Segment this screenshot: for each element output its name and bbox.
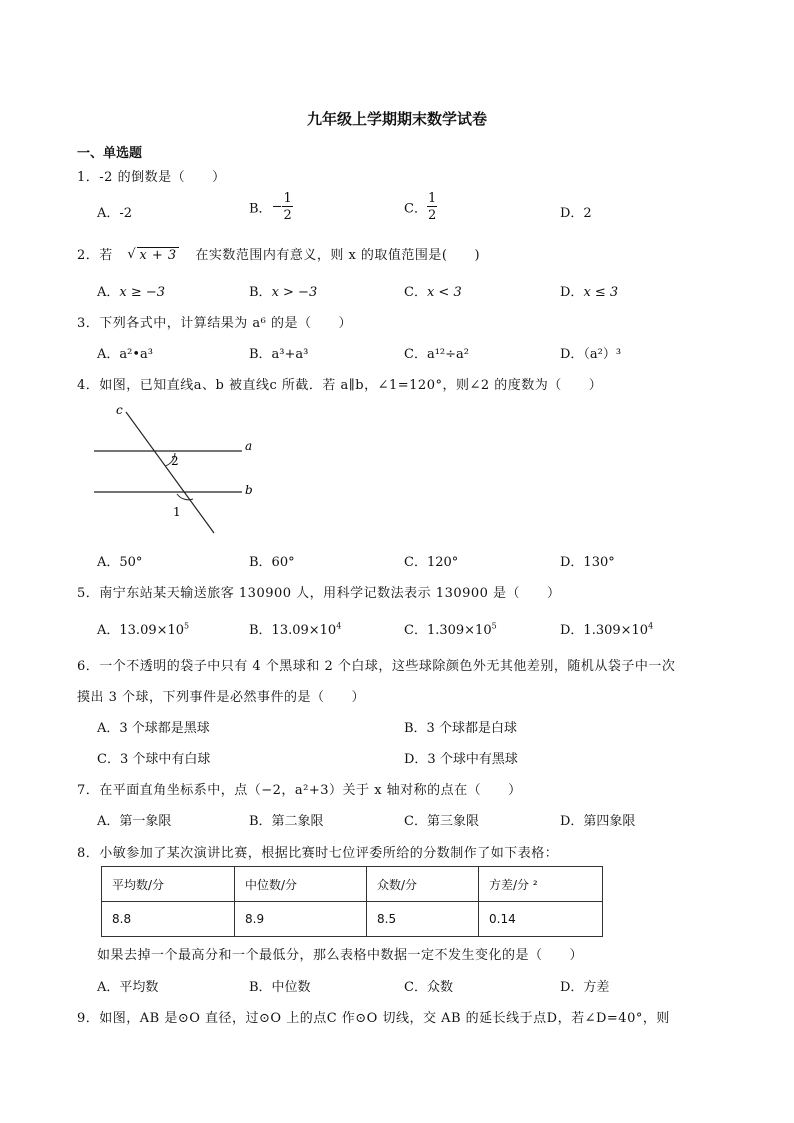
q1-option-c-label: C． (404, 201, 427, 217)
q4-option-b: B．60° (249, 555, 295, 570)
q5-option-d (560, 619, 653, 638)
q2-option-d (560, 281, 618, 300)
question-9-stem: 9．如图，AB 是⊙O 直径，过⊙O 上的点C 作⊙O 切线，交 AB 的延长线于点D，若∠D=40°，则 (77, 1011, 670, 1026)
q5-option-b (249, 619, 341, 638)
q2-option-d-label: D． (560, 285, 584, 300)
q2-option-b (249, 281, 317, 300)
q8-option-d: D．方差 (560, 980, 610, 995)
q2-radical: √ x + 3 (127, 247, 177, 263)
q1-option-b (249, 192, 293, 222)
q6-option-b: B．3 个球都是白球 (404, 721, 517, 736)
label-angle-2: 2 (171, 454, 179, 468)
q2-option-c-math: x < 3 (426, 285, 462, 300)
score-table (101, 866, 603, 937)
label-b: b (245, 483, 253, 497)
q1-b-denominator: 2 (283, 208, 292, 223)
q4-option-c: C．120° (404, 555, 459, 570)
q5-option-c (404, 619, 497, 638)
q2-option-c-label: C． (404, 285, 427, 300)
label-c: c (116, 403, 123, 417)
page-title: 九年级上学期期末数学试卷 (306, 110, 487, 128)
q2-option-b-math: x > −3 (271, 285, 318, 300)
q8-option-a: A．平均数 (97, 980, 159, 995)
q1-option-c (404, 192, 437, 222)
q2-option-a-math: x ≥ −3 (119, 285, 166, 300)
q3-option-d: D．（a²）³ (560, 347, 622, 362)
line-c (126, 412, 214, 533)
q7-option-b: B．第二象限 (249, 814, 324, 829)
q2-option-a (97, 281, 165, 300)
q5-option-a-base: A．13.09×10 (97, 623, 185, 638)
q2-stem-post: 在实数范围内有意义，则 x 的取值范围是( ) (195, 248, 481, 263)
table-cell: 8.8 (102, 902, 235, 937)
q5-option-b-base: B．13.09×10 (249, 623, 337, 638)
q6-option-d: D．3 个球中有黑球 (404, 752, 518, 767)
q1-option-a: A．-2 (97, 206, 133, 221)
q6-option-c: C．3 个球中有白球 (97, 752, 211, 767)
q1-c-numerator: 1 (427, 191, 437, 206)
q2-option-b-label: B． (249, 285, 272, 300)
table-cell: 8.9 (235, 902, 367, 937)
q1-option-d: D．2 (560, 206, 592, 221)
question-4-stem: 4．如图，已知直线a、b 被直线c 所截．若 a∥b，∠1=120°，则∠2 的度数为（ ） (77, 378, 603, 393)
table-header-cell: 方差/分 ² (479, 867, 603, 902)
q2-option-a-label: A． (97, 285, 120, 300)
question-2-stem (77, 244, 480, 263)
q5-option-d-exp: 4 (648, 621, 654, 631)
q2-option-c (404, 281, 462, 300)
table-header-cell: 平均数/分 (102, 867, 235, 902)
question-8-followup: 如果去掉一个最高分和一个最低分，那么表格中数据一定不发生变化的是（ ） (97, 948, 584, 963)
q5-option-c-exp: 5 (491, 621, 497, 631)
label-a: a (245, 439, 253, 453)
label-angle-1: 1 (173, 505, 181, 519)
q5-option-a-exp: 5 (184, 621, 190, 631)
question-3-stem: 3．下列各式中，计算结果为 a⁶ 的是（ ） (77, 316, 352, 331)
q1-c-denominator: 2 (427, 208, 437, 223)
q2-stem-pre: 2．若 (77, 248, 113, 263)
q3-option-a: A．a²•a³ (97, 347, 153, 362)
parallel-lines-figure (90, 400, 260, 540)
table-row (102, 902, 603, 937)
question-6-stem-line1: 6．一个不透明的袋子中只有 4 个黑球和 2 个白球，这些球除颜色外无其他差别，随机从袋子中一次 (77, 659, 676, 674)
q3-option-c: C．a¹²÷a² (404, 347, 469, 362)
question-7-stem: 7．在平面直角坐标系中，点（−2，a²+3）关于 x 轴对称的点在（ ） (77, 783, 522, 798)
q7-option-d: D．第四象限 (560, 814, 636, 829)
angle-1-arc (177, 494, 193, 500)
question-6-stem-line2: 摸出 3 个球，下列事件是必然事件的是（ ） (77, 690, 366, 705)
question-1-stem: 1．-2 的倒数是（ ） (77, 170, 226, 185)
question-5-stem: 5．南宁东站某天输送旅客 130900 人，用科学记数法表示 130900 是（ ） (77, 586, 561, 601)
table-cell: 8.5 (367, 902, 479, 937)
table-header-cell: 中位数/分 (235, 867, 367, 902)
q6-option-a: A．3 个球都是黑球 (97, 721, 210, 736)
table-header-cell: 众数/分 (367, 867, 479, 902)
q1-option-b-label: B． (249, 201, 272, 217)
q4-option-d: D．130° (560, 555, 615, 570)
q7-option-a: A．第一象限 (97, 814, 172, 829)
q5-option-b-exp: 4 (336, 621, 342, 631)
q3-option-b: B．a³+a³ (249, 347, 309, 362)
q5-option-c-base: C．1.309×10 (404, 623, 492, 638)
section-heading: 一、单选题 (77, 146, 143, 161)
q8-option-b: B．中位数 (249, 980, 311, 995)
q2-option-d-math: x ≤ 3 (583, 285, 619, 300)
q7-option-c: C．第三象限 (404, 814, 479, 829)
table-cell: 0.14 (479, 902, 603, 937)
q5-option-d-base: D．1.309×10 (560, 623, 649, 638)
q1-option-b-sign: − (271, 199, 283, 215)
q2-radicand: x + 3 (139, 248, 177, 263)
q8-option-c: C．众数 (404, 980, 453, 995)
table-header-row (102, 867, 603, 902)
q4-option-a: A．50° (97, 555, 143, 570)
question-8-stem: 8．小敏参加了某次演讲比赛，根据比赛时七位评委所给的分数制作了如下表格： (77, 846, 559, 861)
q1-b-numerator: 1 (283, 191, 292, 206)
q5-option-a (97, 619, 189, 638)
